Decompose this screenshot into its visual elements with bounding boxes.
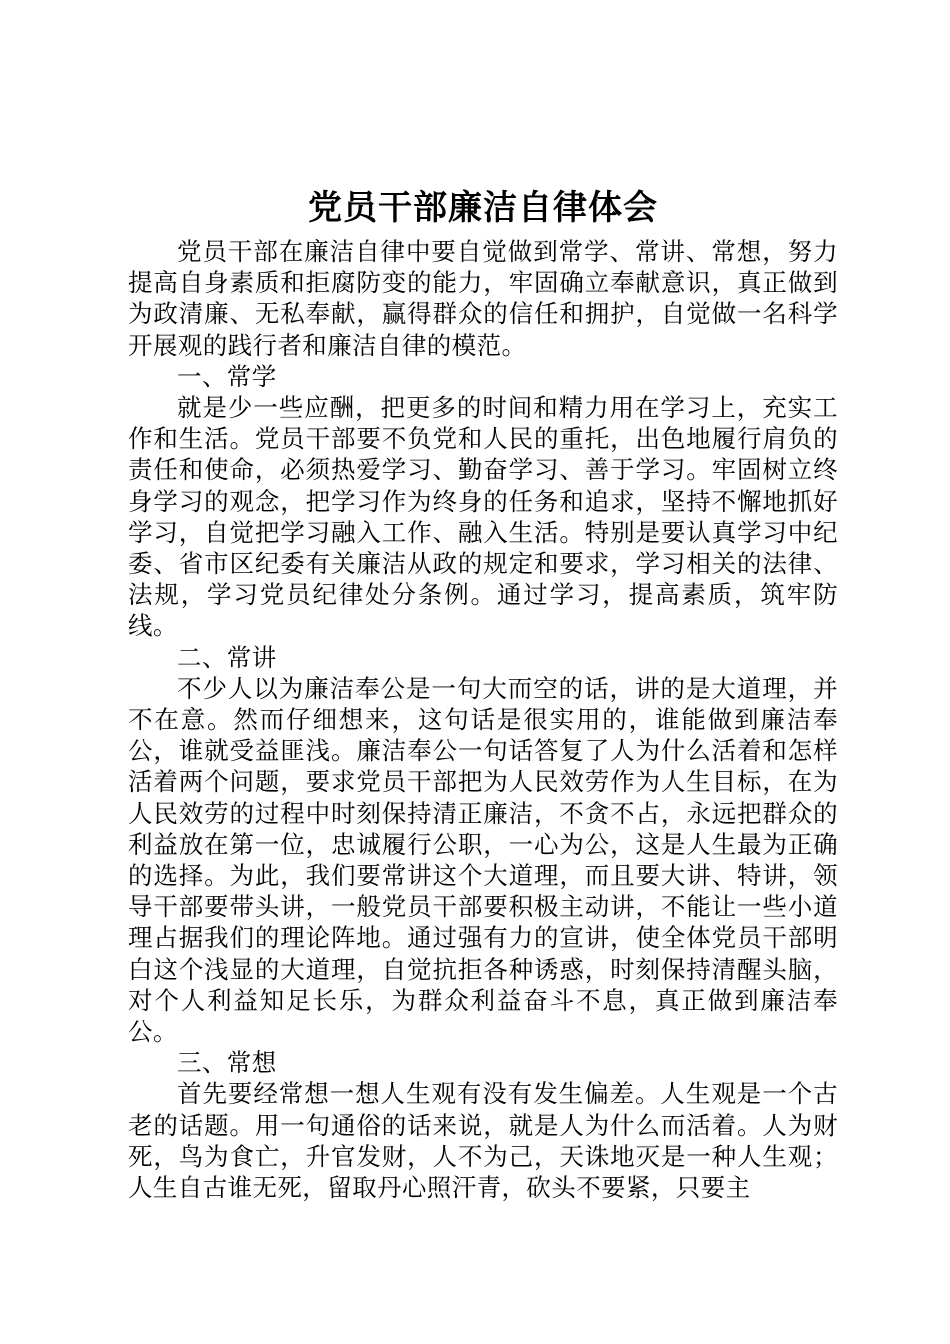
section-heading-study: 一、常学 bbox=[177, 361, 277, 391]
intro-paragraph: 党员干部在廉洁自律中要自觉做到常学、常讲、常想，努力提高自身素质和拒腐防变的能力，牢固确立奉献意识，真正做到为政清廉、无私奉献，赢得群众的信任和拥护，自觉做一名科学开展观的践行者和廉洁自律的模范。 bbox=[128, 237, 838, 360]
document-page bbox=[128, 185, 838, 1203]
section-heading-think: 三、常想 bbox=[177, 1048, 277, 1078]
section-heading-speak: 二、常讲 bbox=[177, 642, 277, 672]
section-body-study: 就是少一些应酬，把更多的时间和精力用在学习上，充实工作和生活。党员干部要不负党和人民的重托，出色地履行肩负的责任和使命，必须热爱学习、勤奋学习、善于学习。牢固树立终身学习的观念，把学习作为终身的任务和追求，坚持不懈地抓好学习，自觉把学习融入工作、融入生活。特别是要认真学习中纪委、省市区纪委有关廉洁从政的规定和要求，学习相关的法律、法规，学习党员纪律处分条例。通过学习，提高素质，筑牢防线。 bbox=[128, 393, 838, 641]
document-title: 党员干部廉洁自律体会 bbox=[308, 188, 658, 228]
section-body-think: 首先要经常想一想人生观有没有发生偏差。人生观是一个古老的话题。用一句通俗的话来说，就是人为什么而活着。人为财死，鸟为食亡，升官发财，人不为己，天诛地灭是一种人生观；人生自古谁无死，留取丹心照汗青，砍头不要紧，只要主 bbox=[128, 1079, 838, 1203]
section-body-speak: 不少人以为廉洁奉公是一句大而空的话，讲的是大道理，并不在意。然而仔细想来，这句话是很实用的，谁能做到廉洁奉公，谁就受益匪浅。廉洁奉公一句话答复了人为什么活着和怎样活着两个问题，要求党员干部把为人民效劳作为人生目标，在为人民效劳的过程中时刻保持清正廉洁，不贪不占，永远把群众的利益放在第一位，忠诚履行公职，一心为公，这是人生最为正确的选择。为此，我们要常讲这个大道理，而且要大讲、特讲，领导干部要带头讲，一般党员干部要积极主动讲，不能让一些小道理占据我们的理论阵地。通过强有力的宣讲，使全体党员干部明白这个浅显的大道理，自觉抗拒各种诱惑，时刻保持清醒头脑，对个人利益知足长乐，为群众利益奋斗不息，真正做到廉洁奉公。 bbox=[128, 673, 838, 1047]
